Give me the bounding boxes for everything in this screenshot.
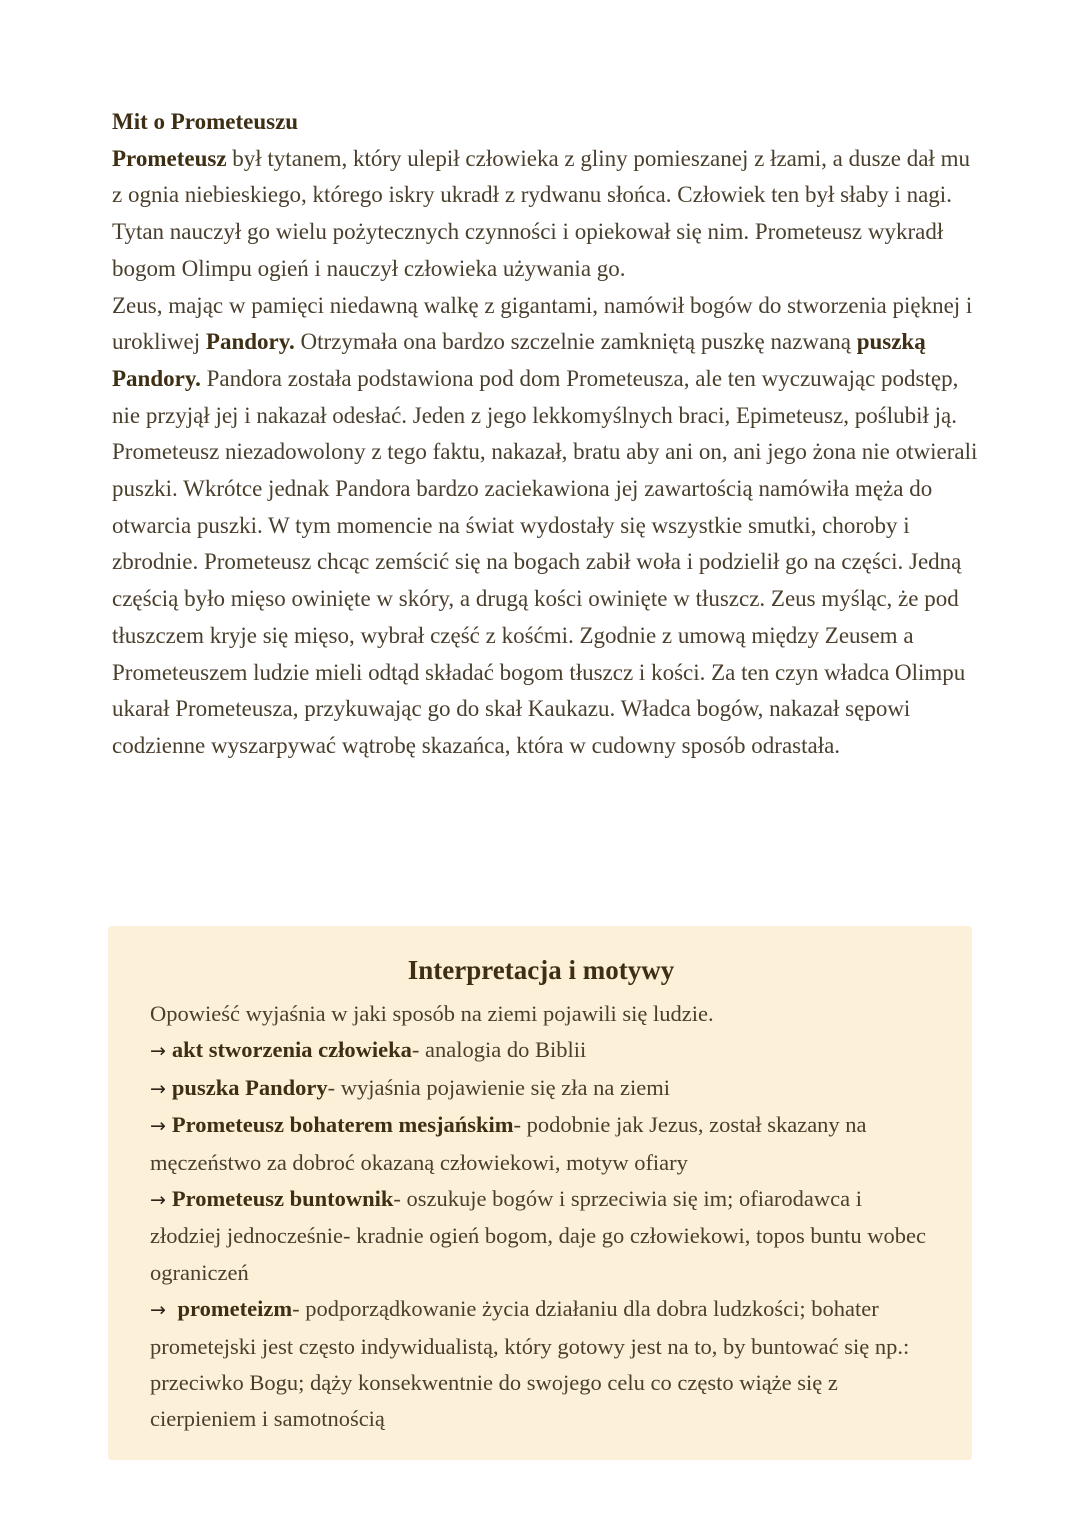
interpretation-intro: Opowieść wyjaśnia w jaki sposób na ziemi pojawili się ludzie. [150, 1001, 714, 1026]
interpretation-box [108, 926, 972, 1460]
arrow-right-icon: → [150, 1040, 166, 1063]
interpretation-title: Interpretacja i motywy [407, 955, 675, 985]
myth-paragraph-1 [112, 141, 980, 288]
motif-text: - wyjaśnia pojawienie się zła na ziemi [327, 1074, 670, 1100]
bold-term: Pandory. [205, 329, 295, 355]
myth-paragraph-2 [112, 288, 980, 765]
motif-item [150, 1181, 932, 1291]
motif-item [150, 1291, 932, 1438]
motif-item [150, 1070, 932, 1107]
arrow-right-icon: → [150, 1077, 166, 1100]
motif-term: puszka Pandory [171, 1074, 328, 1100]
myth-title: Mit o Prometeuszu [112, 109, 299, 134]
motif-text: - oszukuje bogów i sprzeciwia się im; ofiarodawca i złodziej jednocześnie- kradnie ogień bogom, daje go człowiekowi, topos buntu wobec ograniczeń [150, 1186, 927, 1285]
arrow-right-icon: → [150, 1189, 166, 1212]
arrow-right-icon: → [150, 1299, 166, 1322]
motif-text: - podobnie jak Jezus, został skazany na męczeństwo za dobroć okazaną człowiekowi, motyw ofiary [150, 1112, 867, 1175]
bold-term: puszką Pandory. [112, 329, 926, 391]
paragraph-text: Zeus, mając w pamięci niedawną walkę z gigantami, namówił bogów do stworzenia pięknej i urokliwej [112, 292, 973, 355]
motif-text: - analogia do Biblii [411, 1037, 587, 1063]
motif-item [150, 1032, 932, 1069]
myth-section [112, 104, 980, 765]
paragraph-text: był tytanem, który ulepił człowieka z gliny pomieszanej z łzami, a dusze dał mu z ognia niebieskiego, którego iskry ukradł z rydwanu słońca. Człowiek ten był słaby i nagi. Tytan nauczył go wielu pożytecznych czynności i opiekował się nim. Prometeusz wykradł bogom Olimpu ogień i nauczył człowieka używania go. [112, 145, 970, 281]
motif-term: Prometeusz bohaterem mesjańskim [171, 1112, 514, 1138]
motif-term: Prometeusz buntownik [171, 1186, 394, 1212]
bold-term: Prometeusz [112, 145, 227, 171]
motif-text: - podporządkowanie życia działaniu dla dobra ludzkości; bohater prometejski jest często indywidualistą, który gotowy jest na to, by buntować się np.: przeciwko Bogu; dąży konsekwentnie do swojego celu co często wiąże się z cierpieniem i samotnością [150, 1296, 910, 1432]
paragraph-text: Pandora została podstawiona pod dom Prometeusza, ale ten wyczuwając podstęp, nie przyjął jej i nakazał odesłać. Jeden z jego lekkomyślnych braci, Epimeteusz, poślubił ją. Prometeusz niezadowolony z tego faktu, nakazał, bratu aby ani on, ani jego żona nie otwierali puszki. Wkrótce jednak Pandora bardzo zaciekawiona jej zawartością namówiła męża do otwarcia puszki. W tym momencie na świat wydostały się wszystkie smutki, choroby i zbrodnie. Prometeusz chcąc zemścić się na bogach zabił woła i podzielił go na części. Jedną częścią było mięso owinięte w skóry, a drugą kości owinięte w tłuszcz. Zeus myśląc, że pod tłuszczem kryje się mięso, wybrał część z kośćmi. Zgodnie z umową między Zeusem a Prometeuszem ludzie mieli odtąd składać bogom tłuszcz i kości. Za ten czyn władca Olimpu ukarał Prometeusza, przykuwając go do skał Kaukazu. Władca bogów, nakazał sępowi codzienne wyszarpywać wątrobę skazańca, która w cudowny sposób odrastała. [112, 365, 978, 758]
paragraph-text: Otrzymała ona bardzo szczelnie zamkniętą puszkę nazwaną [294, 329, 857, 355]
motif-term: prometeizm [177, 1296, 293, 1322]
motif-term: akt stworzenia człowieka [171, 1037, 412, 1063]
motif-item [150, 1107, 932, 1181]
arrow-right-icon: → [150, 1115, 166, 1138]
